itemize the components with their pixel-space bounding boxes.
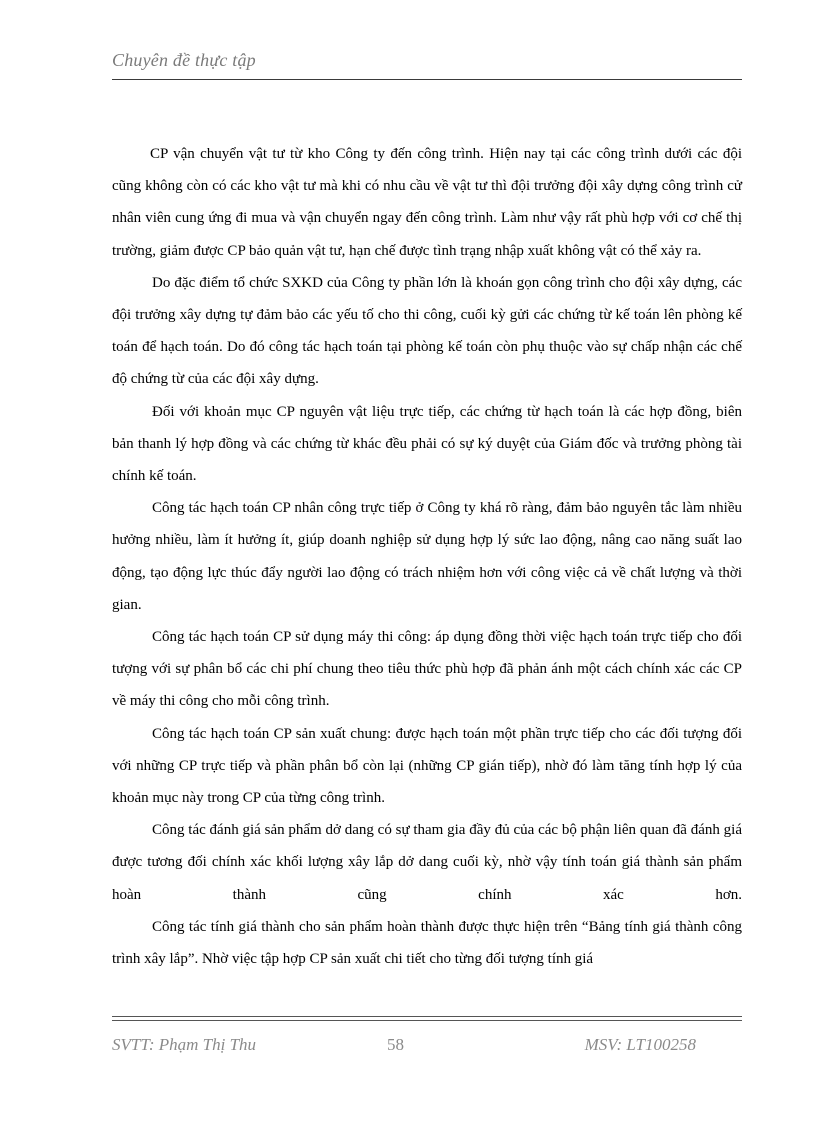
running-header-title: Chuyên đề thực tập (112, 50, 256, 70)
paragraph-8: Công tác tính giá thành cho sản phẩm hoàn thành được thực hiện trên “Bảng tính giá thành công trình xây lắp”. Nhờ việc tập hợp CP sản xuất chi tiết cho từng đối tượng tính giá (112, 918, 742, 968)
footer-student-name: SVTT: Phạm Thị Thu (112, 1035, 257, 1054)
paragraph-5: Công tác hạch toán CP sử dụng máy thi công: áp dụng đồng thời việc hạch toán trực tiếp cho đối tượng với sự phân bổ các chi phí chung theo tiêu thức phù hợp đã phản ánh một cách chính xác các CP về máy thi công cho mỗi công trình. (112, 629, 742, 710)
paragraph-4: Công tác hạch toán CP nhân công trực tiếp ở Công ty khá rõ ràng, đảm bảo nguyên tắc làm nhiều hưởng nhiều, làm ít hưởng ít, giúp doanh nghiệp sử dụng hợp lý sức lao động, nâng cao năng suất lao động, tạo động lực thúc đẩy người lao động có trách nhiệm hơn với công việc cả về chất lượng và thời gian. (112, 500, 742, 613)
header-divider (112, 79, 742, 80)
page-body (112, 138, 742, 975)
footer-student-id: MSV: LT100258 (584, 1035, 696, 1054)
paragraph-2: Do đặc điểm tổ chức SXKD của Công ty phần lớn là khoán gọn công trình cho đội xây dựng, các đội trưởng xây dựng tự đảm bảo các yếu tố cho thi công, cuối kỳ gửi các chứng từ kế toán lên phòng kế toán để hạch toán. Do đó công tác hạch toán tại phòng kế toán còn phụ thuộc vào sự chấp nhận các chế độ chứng từ của các đội xây dựng. (112, 274, 742, 388)
paragraph-7: Công tác đánh giá sản phẩm dở dang có sự tham gia đầy đủ của các bộ phận liên quan đã đánh giá được tương đối chính xác khối lượng xây lắp dở dang cuối kỳ, nhờ vậy tính toán giá thành sản phẩm hoàn thành cũng chính xác hơn. (112, 822, 742, 903)
page-footer (112, 1035, 742, 1059)
footer-page-number: 58 (387, 1035, 404, 1054)
footer-divider-top (112, 1016, 742, 1017)
paragraph-3: Đối với khoản mục CP nguyên vật liệu trực tiếp, các chứng từ hạch toán là các hợp đồng, biên bản thanh lý hợp đồng và các chứng từ khác đều phải có sự ký duyệt của Giám đốc và trưởng phòng tài chính kế toán. (112, 403, 742, 485)
paragraph-6: Công tác hạch toán CP sản xuất chung: được hạch toán một phần trực tiếp cho các đối tượng đối với những CP trực tiếp và phần phân bổ còn lại (những CP gián tiếp), nhờ đó làm tăng tính hợp lý của khoản mục này trong CP của từng công trình. (112, 725, 742, 807)
footer-divider-bottom (112, 1020, 742, 1021)
paragraph-1: CP vận chuyển vật tư từ kho Công ty đến công trình. Hiện nay tại các công trình dưới các đội cũng không còn có các kho vật tư mà khi có nhu cầu về vật tư thì đội trưởng đội xây dựng công trình cử nhân viên cung ứng đi mua và vận chuyển ngay đến công trình. Làm như vậy rất phù hợp với cơ chế thị trường, giảm được CP bảo quản vật tư, hạn chế được tình trạng nhập xuất không vật có thể xảy ra. (112, 146, 742, 259)
